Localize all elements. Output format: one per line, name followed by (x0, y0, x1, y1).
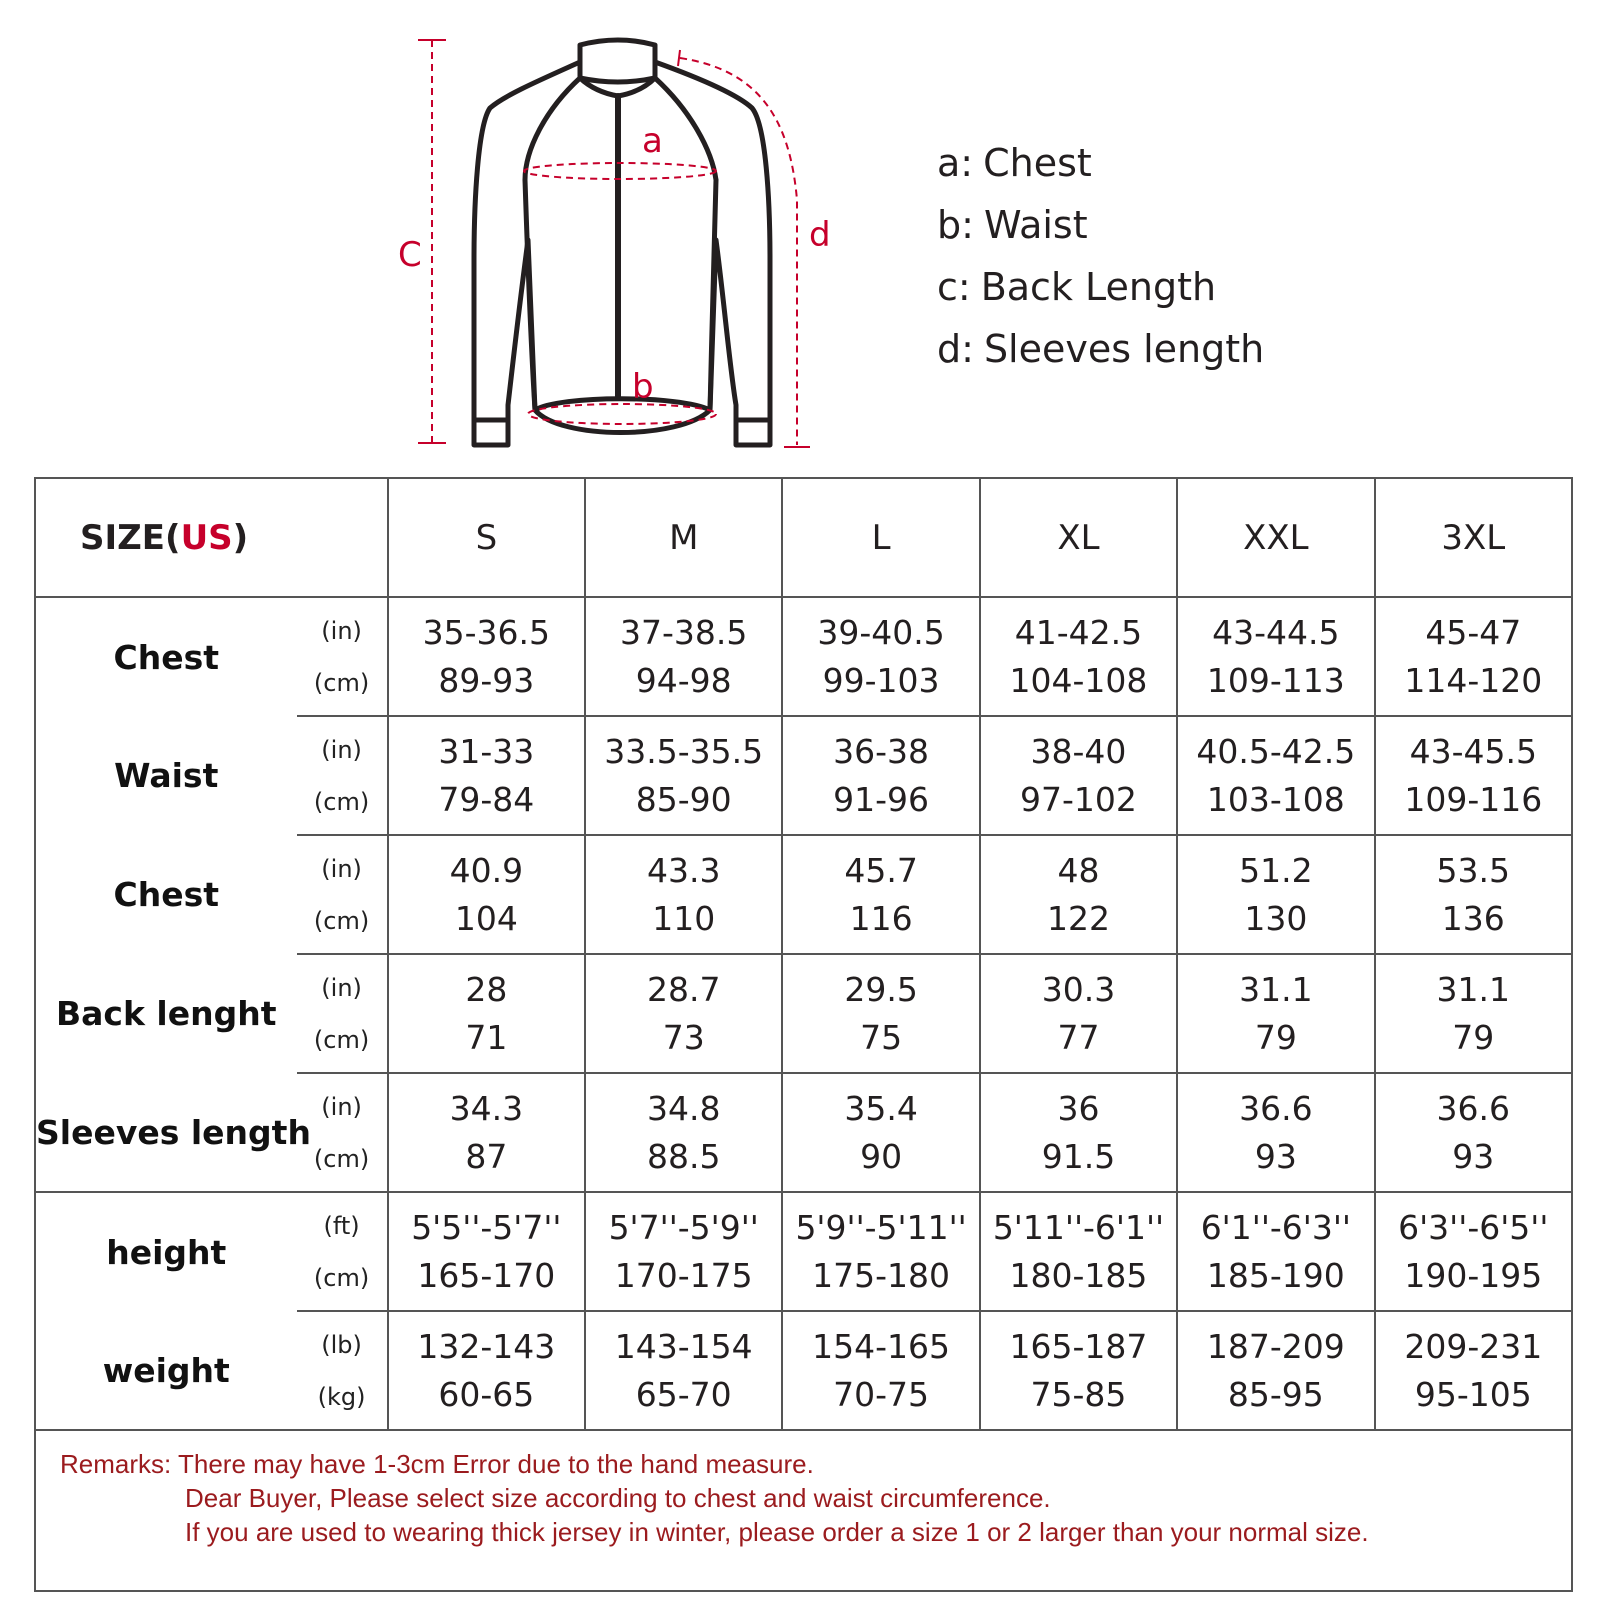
size-value-cell (782, 1073, 979, 1192)
secondary-unit-value: 136 (1441, 898, 1505, 938)
primary-unit-value: 28.7 (646, 969, 721, 1009)
primary-unit-value: 39-40.5 (817, 612, 945, 652)
size-value-cell (1375, 1073, 1572, 1192)
jersey-illustration (0, 0, 1600, 470)
row-label: Waist (35, 716, 297, 835)
size-title-main: SIZE( (80, 517, 181, 558)
primary-unit-value: 33.5-35.5 (604, 731, 764, 771)
primary-unit-value: 5'9''-5'11'' (795, 1207, 967, 1247)
size-value-cell (1177, 1192, 1374, 1311)
size-value-cell (388, 597, 585, 716)
secondary-unit-value: 109-116 (1404, 779, 1543, 819)
chest-mark-label: a (642, 121, 663, 161)
size-value-cell (388, 716, 585, 835)
size-value-cell (1375, 1192, 1572, 1311)
waist-mark-label: b (632, 367, 654, 407)
secondary-unit-value: 87 (465, 1136, 508, 1176)
size-value-cell (585, 597, 782, 716)
legend-item-chest (937, 132, 1264, 194)
size-value-cell (1177, 835, 1374, 954)
primary-unit-value: 154-165 (812, 1326, 951, 1366)
size-header-3xl: 3XL (1375, 478, 1572, 597)
primary-unit-value: 31.1 (1436, 969, 1511, 1009)
legend-key: d: (937, 327, 974, 371)
primary-unit-value: 29.5 (844, 969, 918, 1009)
unit-label: (in) (321, 616, 362, 645)
remarks-row (35, 1430, 1572, 1591)
size-header-m: M (585, 478, 782, 597)
size-header-l: L (782, 478, 979, 597)
unit-label: (cm) (313, 1263, 370, 1292)
sleeve-mark-label: d (809, 215, 831, 255)
primary-unit-value: 43-44.5 (1212, 612, 1340, 652)
primary-unit-value: 34.8 (646, 1088, 721, 1128)
secondary-unit-value: 122 (1046, 898, 1110, 938)
legend-text: Chest (983, 141, 1092, 185)
secondary-unit-value: 104-108 (1009, 660, 1148, 700)
size-chart-table (34, 477, 1573, 1592)
row-label: Chest (35, 835, 297, 954)
size-value-cell (388, 1073, 585, 1192)
secondary-unit-value: 114-120 (1404, 660, 1543, 700)
measurement-row (35, 716, 1572, 835)
primary-unit-value: 35-36.5 (422, 612, 551, 652)
row-label: Chest (35, 597, 297, 716)
secondary-unit-value: 88.5 (646, 1136, 721, 1176)
secondary-unit-value: 104 (454, 898, 518, 938)
unit-labels (297, 716, 388, 835)
secondary-unit-value: 79 (1254, 1017, 1297, 1057)
size-value-cell (585, 1073, 782, 1192)
secondary-unit-value: 89-93 (438, 660, 535, 700)
size-value-cell (1177, 954, 1374, 1073)
size-value-cell (585, 954, 782, 1073)
secondary-unit-value: 103-108 (1206, 779, 1345, 819)
secondary-unit-value: 71 (465, 1017, 508, 1057)
primary-unit-value: 5'7''-5'9'' (608, 1207, 759, 1247)
secondary-unit-value: 91.5 (1041, 1136, 1116, 1176)
primary-unit-value: 38-40 (1030, 731, 1127, 771)
unit-labels (297, 954, 388, 1073)
size-value-cell (980, 1192, 1177, 1311)
primary-unit-value: 41-42.5 (1014, 612, 1143, 652)
size-region-title (35, 478, 388, 597)
secondary-unit-value: 93 (1254, 1136, 1297, 1176)
secondary-unit-value: 90 (860, 1136, 903, 1176)
unit-label: (cm) (313, 1025, 370, 1054)
primary-unit-value: 36.6 (1436, 1088, 1511, 1128)
primary-unit-value: 45-47 (1425, 612, 1522, 652)
back-length-mark-label: C (398, 235, 422, 275)
secondary-unit-value: 116 (849, 898, 913, 938)
size-value-cell (388, 1311, 585, 1430)
measurement-row (35, 597, 1572, 716)
unit-labels (297, 597, 388, 716)
legend-item-waist (937, 194, 1264, 256)
unit-label: (cm) (313, 787, 370, 816)
secondary-unit-value: 97-102 (1020, 779, 1137, 819)
secondary-unit-value: 180-185 (1009, 1255, 1148, 1295)
unit-label: (kg) (317, 1382, 366, 1411)
size-title-close: ) (232, 517, 249, 558)
primary-unit-value: 43-45.5 (1409, 731, 1537, 771)
unit-label: (ft) (323, 1211, 360, 1240)
secondary-unit-value: 170-175 (614, 1255, 753, 1295)
secondary-unit-value: 190-195 (1404, 1255, 1543, 1295)
primary-unit-value: 28 (465, 969, 508, 1009)
primary-unit-value: 36-38 (833, 731, 930, 771)
secondary-unit-value: 60-65 (438, 1374, 535, 1414)
size-value-cell (980, 1311, 1177, 1430)
size-value-cell (388, 1192, 585, 1311)
primary-unit-value: 48 (1057, 850, 1100, 890)
legend-text: Back Length (980, 265, 1217, 309)
secondary-unit-value: 110 (652, 898, 716, 938)
measurement-row (35, 1192, 1572, 1311)
secondary-unit-value: 77 (1057, 1017, 1100, 1057)
measurement-row (35, 835, 1572, 954)
secondary-unit-value: 91-96 (833, 779, 930, 819)
unit-label: (in) (321, 1092, 362, 1121)
row-label: Back lenght (35, 954, 297, 1073)
primary-unit-value: 36 (1057, 1088, 1100, 1128)
size-value-cell (585, 835, 782, 954)
secondary-unit-value: 75-85 (1030, 1374, 1127, 1414)
size-value-cell (388, 835, 585, 954)
secondary-unit-value: 85-95 (1227, 1374, 1324, 1414)
size-value-cell (1375, 954, 1572, 1073)
size-value-cell (980, 716, 1177, 835)
size-value-cell (585, 716, 782, 835)
legend-key: a: (937, 141, 974, 185)
primary-unit-value: 5'11''-6'1'' (992, 1207, 1165, 1247)
primary-unit-value: 51.2 (1239, 850, 1313, 890)
primary-unit-value: 34.3 (449, 1088, 524, 1128)
primary-unit-value: 209-231 (1404, 1326, 1543, 1366)
primary-unit-value: 37-38.5 (620, 612, 748, 652)
secondary-unit-value: 99-103 (822, 660, 940, 700)
primary-unit-value: 143-154 (614, 1326, 753, 1366)
size-header-xxl: XXL (1177, 478, 1374, 597)
primary-unit-value: 5'5''-5'7'' (411, 1207, 562, 1247)
size-value-cell (782, 716, 979, 835)
size-header-xl: XL (980, 478, 1177, 597)
secondary-unit-value: 65-70 (635, 1374, 732, 1414)
size-value-cell (782, 954, 979, 1073)
unit-label: (cm) (313, 906, 370, 935)
size-value-cell (782, 835, 979, 954)
measurement-legend (937, 132, 1264, 380)
unit-labels (297, 1192, 388, 1311)
unit-labels (297, 1311, 388, 1430)
size-value-cell (1375, 716, 1572, 835)
secondary-unit-value: 79 (1452, 1017, 1495, 1057)
legend-key: c: (937, 265, 971, 309)
remark-line: Remarks: There may have 1-3cm Error due to the hand measure. (60, 1449, 814, 1479)
secondary-unit-value: 93 (1452, 1136, 1495, 1176)
secondary-unit-value: 85-90 (635, 779, 732, 819)
size-value-cell (980, 835, 1177, 954)
measurement-row (35, 1073, 1572, 1192)
primary-unit-value: 36.6 (1239, 1088, 1313, 1128)
size-value-cell (585, 1192, 782, 1311)
primary-unit-value: 31-33 (438, 731, 535, 771)
size-value-cell (980, 1073, 1177, 1192)
secondary-unit-value: 79-84 (438, 779, 535, 819)
remark-line: If you are used to wearing thick jersey in winter, please order a size 1 or 2 larger than your normal size. (185, 1517, 1369, 1547)
size-value-cell (782, 1192, 979, 1311)
primary-unit-value: 31.1 (1239, 969, 1313, 1009)
remark-line: Dear Buyer, Please select size according to chest and waist circumference. (185, 1483, 1051, 1513)
secondary-unit-value: 109-113 (1206, 660, 1345, 700)
primary-unit-value: 30.3 (1041, 969, 1116, 1009)
size-value-cell (1375, 597, 1572, 716)
size-value-cell (1177, 1073, 1374, 1192)
measurement-row (35, 1311, 1572, 1430)
size-value-cell (585, 1311, 782, 1430)
size-value-cell (1177, 716, 1374, 835)
primary-unit-value: 40.9 (449, 850, 524, 890)
primary-unit-value: 165-187 (1009, 1326, 1148, 1366)
size-value-cell (782, 597, 979, 716)
primary-unit-value: 6'3''-6'5'' (1398, 1207, 1549, 1247)
size-value-cell (980, 597, 1177, 716)
primary-unit-value: 53.5 (1436, 850, 1511, 890)
size-header-row (35, 478, 1572, 597)
secondary-unit-value: 185-190 (1206, 1255, 1345, 1295)
legend-item-sleeves-length (937, 318, 1264, 380)
remarks-cell (35, 1430, 1572, 1591)
unit-labels (297, 835, 388, 954)
unit-label: (in) (321, 973, 362, 1002)
size-value-cell (1375, 1311, 1572, 1430)
size-value-cell (1177, 1311, 1374, 1430)
size-value-cell (1177, 597, 1374, 716)
unit-label: (cm) (313, 668, 370, 697)
size-title-region: US (180, 517, 233, 558)
secondary-unit-value: 70-75 (833, 1374, 930, 1414)
size-value-cell (388, 954, 585, 1073)
secondary-unit-value: 95-105 (1414, 1374, 1532, 1414)
unit-label: (lb) (321, 1330, 362, 1359)
legend-text: Sleeves length (983, 327, 1265, 371)
secondary-unit-value: 175-180 (812, 1255, 951, 1295)
size-value-cell (1375, 835, 1572, 954)
secondary-unit-value: 75 (860, 1017, 903, 1057)
row-label: Sleeves length (35, 1073, 297, 1192)
legend-key: b: (937, 203, 974, 247)
size-value-cell (782, 1311, 979, 1430)
row-label: weight (35, 1311, 297, 1430)
primary-unit-value: 43.3 (646, 850, 721, 890)
secondary-unit-value: 94-98 (635, 660, 732, 700)
primary-unit-value: 132-143 (417, 1326, 556, 1366)
primary-unit-value: 6'1''-6'3'' (1200, 1207, 1352, 1247)
size-header-s: S (388, 478, 585, 597)
primary-unit-value: 40.5-42.5 (1196, 731, 1356, 771)
unit-label: (in) (321, 735, 362, 764)
primary-unit-value: 35.4 (844, 1088, 918, 1128)
primary-unit-value: 45.7 (844, 850, 918, 890)
unit-label: (in) (321, 854, 362, 883)
measurement-row (35, 954, 1572, 1073)
secondary-unit-value: 73 (662, 1017, 705, 1057)
unit-label: (cm) (313, 1144, 370, 1173)
size-value-cell (980, 954, 1177, 1073)
secondary-unit-value: 165-170 (417, 1255, 556, 1295)
legend-text: Waist (983, 203, 1088, 247)
secondary-unit-value: 130 (1244, 898, 1308, 938)
jersey-diagram (0, 0, 1600, 470)
primary-unit-value: 187-209 (1206, 1326, 1345, 1366)
row-label: height (35, 1192, 297, 1311)
legend-item-back-length (937, 256, 1264, 318)
